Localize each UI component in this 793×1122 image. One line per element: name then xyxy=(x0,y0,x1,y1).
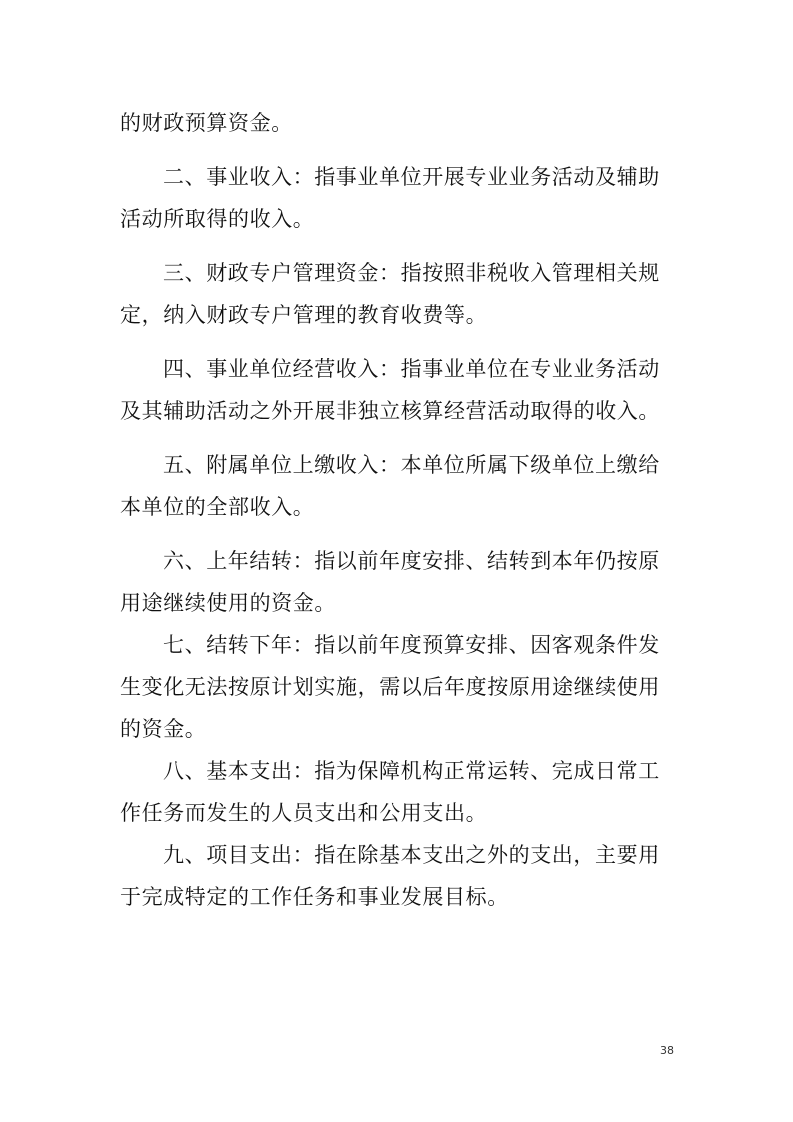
paragraph-project-expenditure: 九、项目支出：指在除基本支出之外的支出，主要用于完成特定的工作任务和事业发展目标。 xyxy=(120,843,660,909)
paragraph-next-year-carryover: 七、结转下年：指以前年度预算安排、因客观条件发生变化无法按原计划实施，需以后年度按原用途继续使用的资金。 xyxy=(120,633,660,741)
document-body xyxy=(120,102,680,918)
paragraph-affiliated-income: 五、附属单位上缴收入：本单位所属下级单位上缴给本单位的全部收入。 xyxy=(120,453,660,519)
paragraph-continuation: 的财政预算资金。 xyxy=(120,111,293,135)
paragraph-special-account-funds: 三、财政专户管理资金：指按照非税收入管理相关规定，纳入财政专户管理的教育收费等。 xyxy=(120,261,660,327)
paragraph-prior-year-carryover: 六、上年结转：指以前年度安排、结转到本年仍按原用途继续使用的资金。 xyxy=(120,549,660,615)
paragraph-basic-expenditure: 八、基本支出：指为保障机构正常运转、完成日常工作任务而发生的人员支出和公用支出。 xyxy=(120,759,660,825)
page-number: 38 xyxy=(660,1044,674,1057)
paragraph-operating-income: 四、事业单位经营收入：指事业单位在专业业务活动及其辅助活动之外开展非独立核算经营活动取得的收入。 xyxy=(120,357,660,423)
paragraph-business-income: 二、事业收入：指事业单位开展专业业务活动及辅助活动所取得的收入。 xyxy=(120,165,660,231)
